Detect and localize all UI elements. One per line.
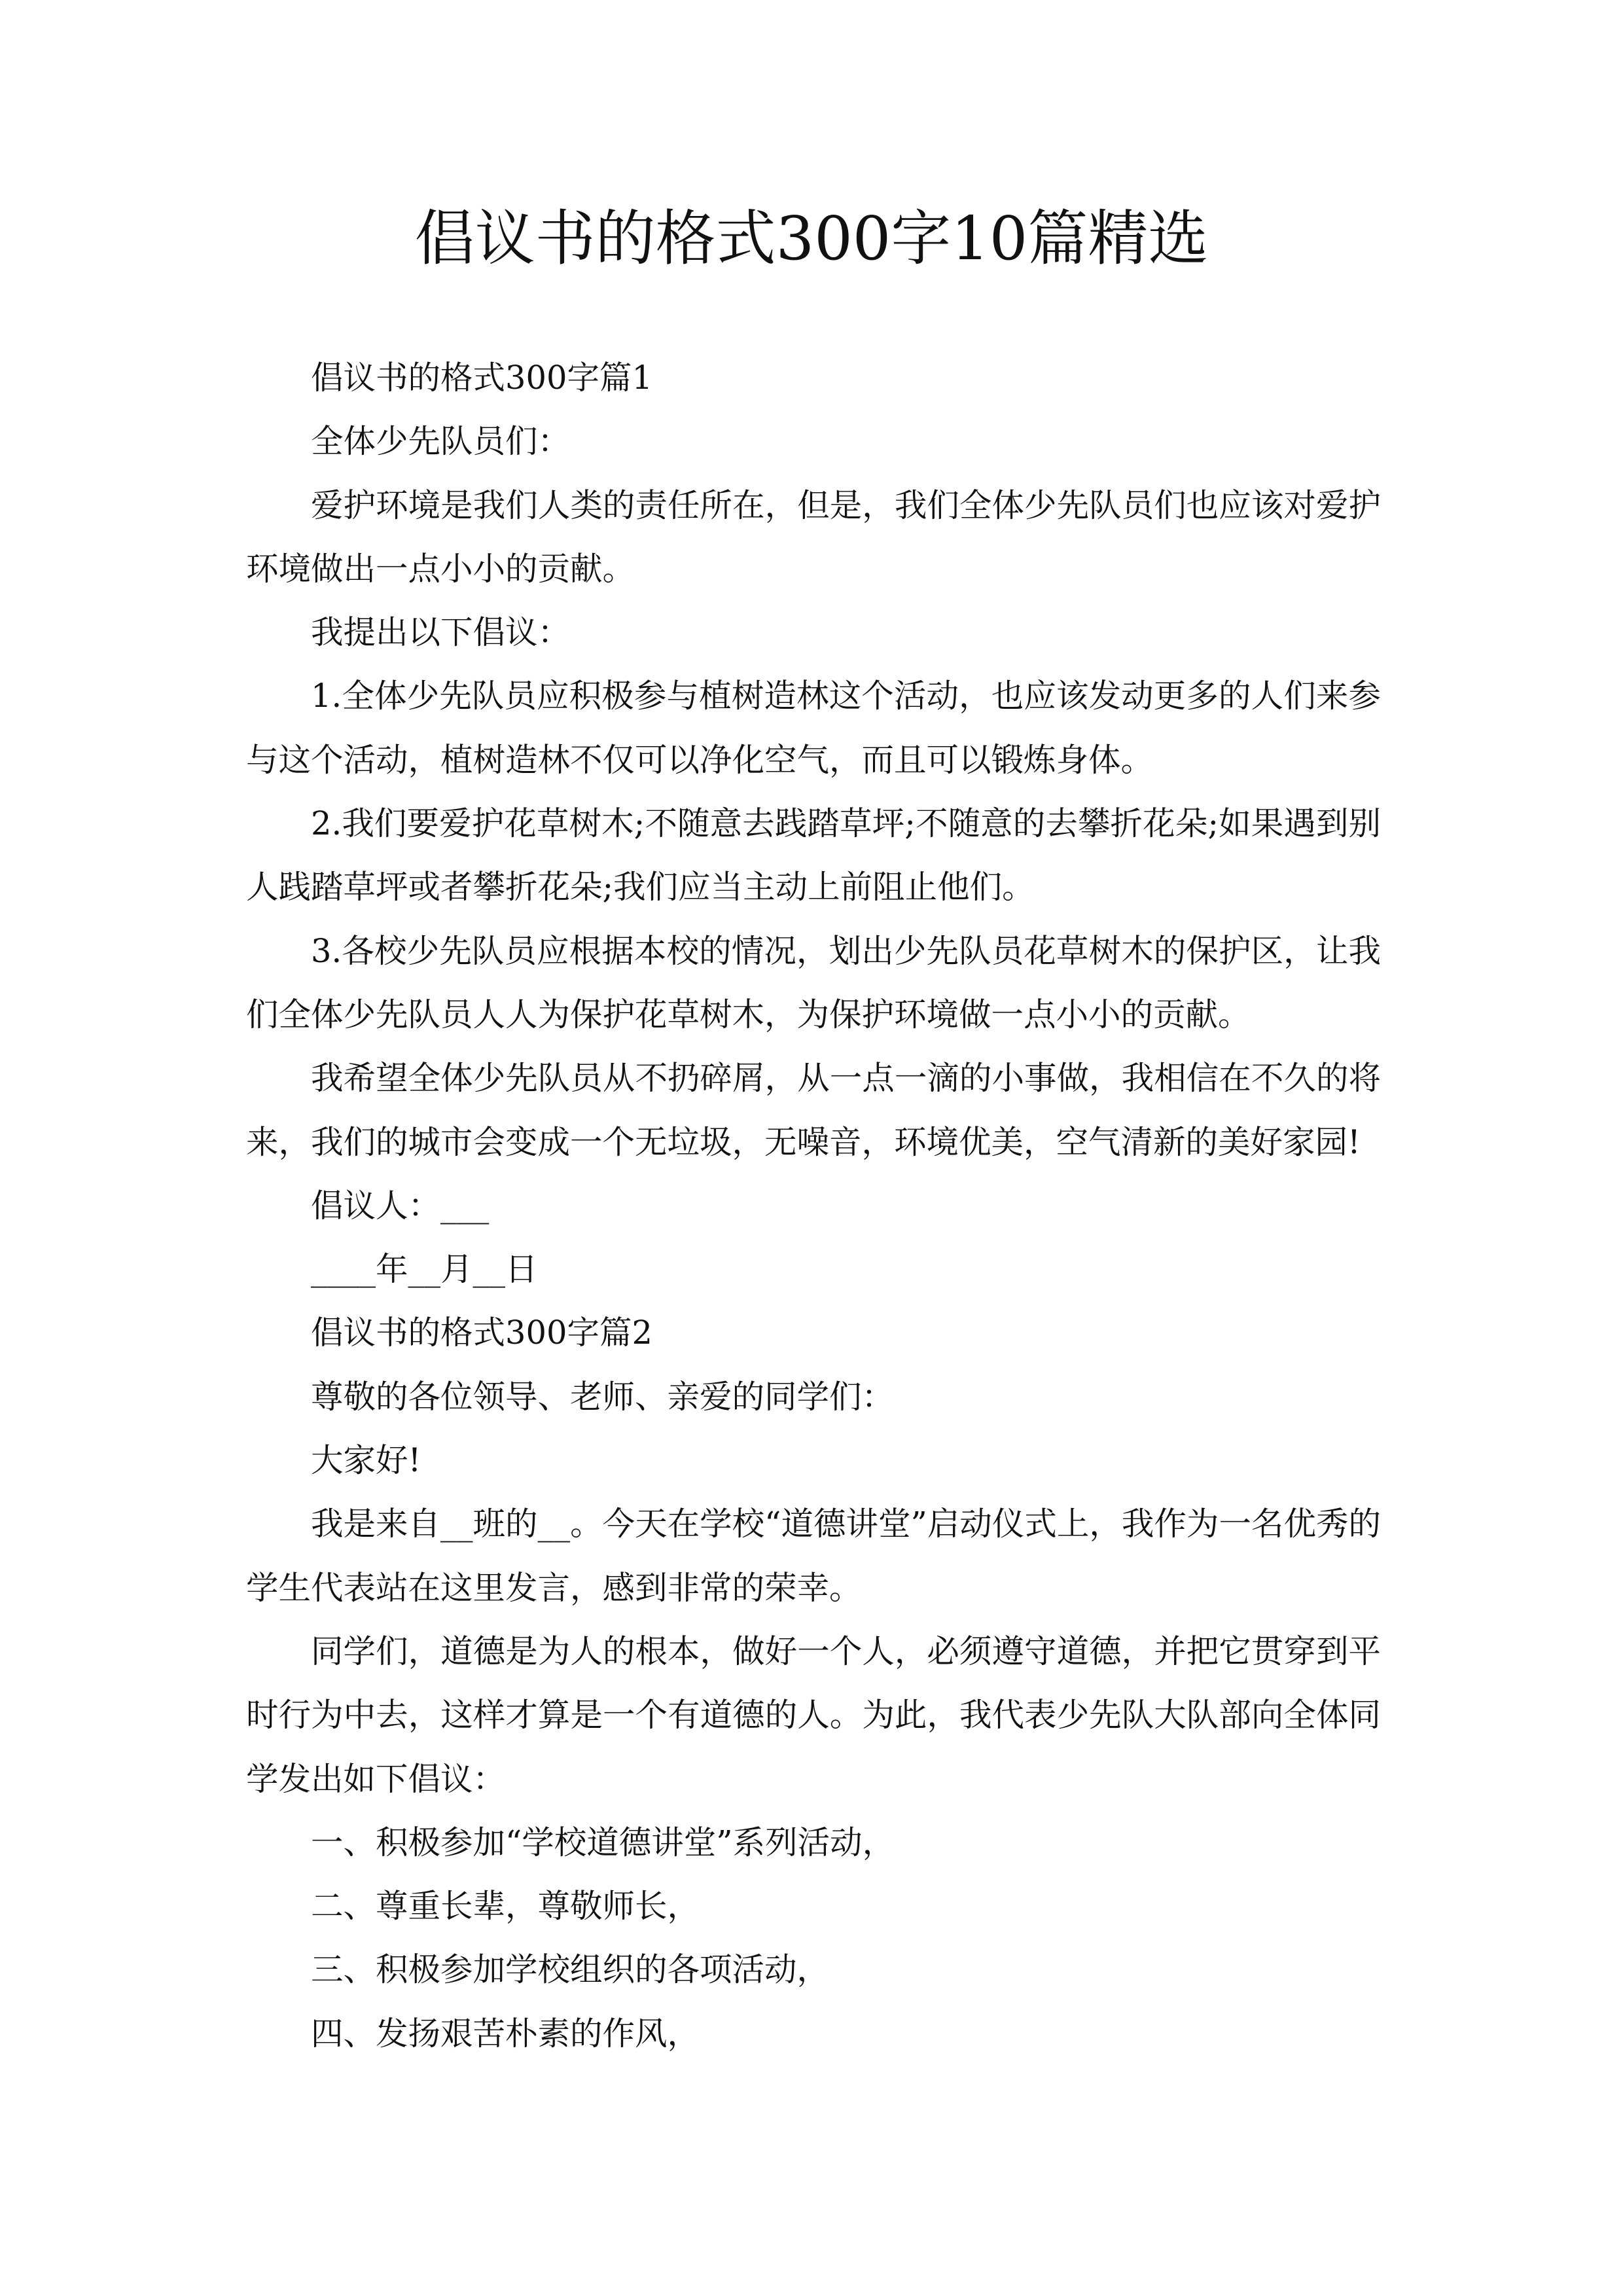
salutation: 全体少先队员们：: [311, 422, 570, 461]
list-item: 四、发扬艰苦朴素的作风，: [311, 2014, 700, 2053]
paragraph: 我是来自__班的__。今天在学校“道德讲堂”启动仪式上，我作为一名优秀的学生代表站在这里发言，感到非常的荣幸。: [246, 1505, 1381, 1607]
paragraph: 2.我们要爱护花草树木;不随意去践踏草坪;不随意的去攀折花朵;如果遇到别人践踏草坪或者攀折花朵;我们应当主动上前阻止他们。: [246, 804, 1381, 906]
section-heading: 倡议书的格式300字篇2: [311, 1314, 652, 1352]
paragraph: 3.各校少先队员应根据本校的情况，划出少先队员花草树木的保护区，让我们全体少先队员人人为保护花草树木，为保护环境做一点小小的贡献。: [246, 931, 1381, 1033]
document-title: 倡议书的格式300字10篇精选: [414, 204, 1209, 274]
salutation: 尊敬的各位领导、老师、亲爱的同学们：: [311, 1377, 894, 1416]
paragraph: 爱护环境是我们人类的责任所在，但是，我们全体少先队员们也应该对爱护环境做出一点小小的贡献。: [246, 486, 1381, 588]
paragraph: 我提出以下倡议：: [311, 613, 570, 652]
greeting: 大家好!: [311, 1441, 421, 1480]
list-item: 三、积极参加学校组织的各项活动，: [311, 1950, 829, 1989]
paragraph: 1.全体少先队员应积极参与植树造林这个活动，也应该发动更多的人们来参与这个活动，植树造林不仅可以净化空气，而且可以锻炼身体。: [246, 677, 1381, 779]
document-body: [246, 346, 1381, 2066]
list-item: 一、积极参加“学校道德讲堂”系列活动，: [311, 1823, 895, 1861]
section-heading: 倡议书的格式300字篇1: [311, 359, 652, 397]
paragraph: 我希望全体少先队员从不扔碎屑，从一点一滴的小事做，我相信在不久的将来，我们的城市会变成一个无垃圾，无噪音，环境优美，空气清新的美好家园!: [246, 1059, 1381, 1161]
signature-line: 倡议人：___: [311, 1186, 490, 1225]
paragraph: 同学们，道德是为人的根本，做好一个人，必须遵守道德，并把它贯穿到平时行为中去，这样才算是一个有道德的人。为此，我代表少先队大队部向全体同学发出如下倡议：: [246, 1632, 1381, 1798]
list-item: 二、尊重长辈，尊敬师长，: [311, 1887, 700, 1926]
date-line: ____年__月__日: [311, 1250, 538, 1289]
